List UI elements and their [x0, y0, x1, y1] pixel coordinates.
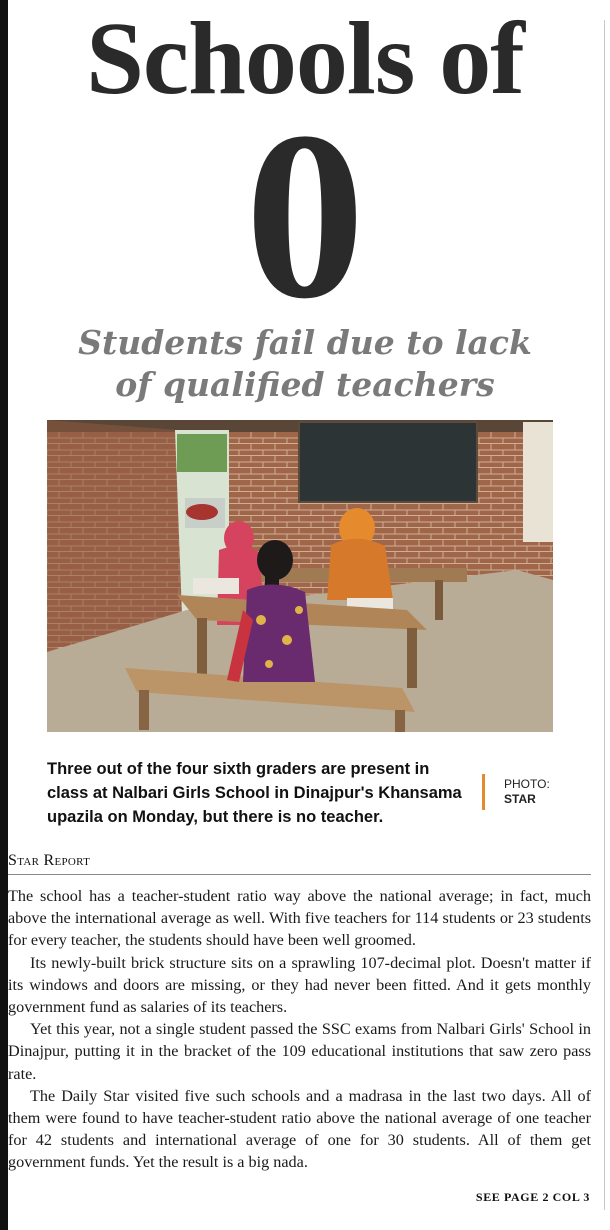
photo-credit — [504, 777, 550, 807]
subheadline — [0, 322, 610, 406]
article-paragraph: The Daily Star visited five such schools and a madrasa in the last two days. All of them were found to have teacher-student ratio above the national average of one teacher for 42 students and international average of one for 30 students. All of them get government funds. Yet the result is a big nada. — [8, 1086, 591, 1172]
motorbike-outside — [186, 504, 218, 520]
article-paragraph: Its newly-built brick structure sits on a sprawling 107-decimal plot. Doesn't matter if its windows and doors are missing, or they had never been fitted. And it gets monthly government fund as salaries of its teachers. — [8, 953, 591, 1017]
subheadline-line-1: Students fail due to lack — [78, 323, 532, 362]
article-paragraph: The school has a teacher-student ratio way above the national average; in fact, much above the international average as well. With five teachers for 114 students or 23 students for every teacher, the students should have been well groomed. — [8, 887, 591, 950]
classroom-illustration — [47, 420, 553, 732]
credit-accent-bar — [482, 774, 485, 810]
photo-credit-label: PHOTO: — [504, 777, 550, 791]
blackboard — [299, 422, 477, 502]
student-front-dress — [243, 584, 315, 682]
continued-on-page[interactable]: SEE PAGE 2 COL 3 — [475, 1190, 590, 1204]
byline-divider — [8, 874, 591, 875]
photo-credit-source: STAR — [504, 792, 536, 806]
article-body — [8, 885, 591, 1174]
classroom-photo — [47, 420, 553, 732]
tree-outside — [177, 434, 227, 472]
student-front-head — [257, 540, 293, 580]
article-paragraph: Yet this year, not a single student passed the SSC exams from Nalbari Girls' School in Dinajpur, putting it in the bracket of the 109 educational institutions that saw zero pass rate. — [8, 1020, 591, 1083]
photo-caption: Three out of the four sixth graders are present in class at Nalbari Girls School in Dinajpur's Khansama upazila on Monday, but there is no teacher. — [47, 760, 462, 826]
headline-line-1: Schools of — [86, 1, 524, 116]
left-wall-shade — [47, 420, 182, 650]
subheadline-line-2: of qualified teachers — [115, 365, 495, 404]
headline-zero: 0 — [245, 82, 365, 348]
right-window — [523, 422, 553, 542]
byline: Star Report — [8, 852, 91, 869]
